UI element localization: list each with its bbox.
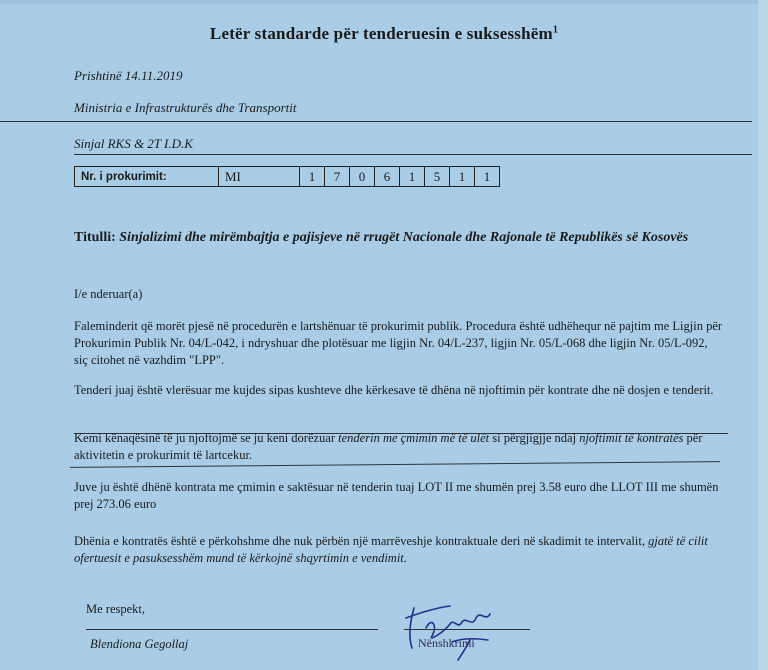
title-footnote: 1 [552, 24, 559, 36]
paragraph-5-part: Dhënia e kontratës është e përkohshme dhe nuk përbën një marrëveshje kontraktuale deri në skadimit te intervalit, [74, 534, 649, 548]
signature-line-left [86, 629, 378, 630]
procurement-digit: 1 [450, 167, 475, 187]
paragraph-3-emphasis: tenderin me çmimin më të ulët [338, 431, 490, 445]
paragraph-3-part: si përgjigjje ndaj [489, 431, 580, 445]
signer-name: Blendiona Gegollaj [90, 637, 189, 651]
procurement-digit: 1 [475, 167, 500, 187]
procurement-code: MI [219, 167, 300, 187]
procurement-label: Nr. i prokurimit: [75, 167, 219, 187]
paragraph-5 [74, 533, 724, 567]
procurement-digit: 7 [325, 167, 350, 187]
scan-right-edge [758, 0, 768, 670]
paragraph-3-part: Kemi kënaqësinë të ju njoftojmë se ju keni dorëzuar [74, 431, 339, 445]
subject-prefix: Titulli: [74, 230, 116, 245]
company-rule [74, 154, 752, 155]
paragraph-1: Faleminderit që morët pjesë në procedurën e lartshënuar të prokurimit publik. Procedura është udhëhequr në pajtim me Ligjin për Prokurimin Publik Nr. 04/L-042, i ndryshuar dhe plotësuar me ligjin Nr. 04/L-237, ligjin Nr. 05/L-068 dhe ligjin Nr. 05/L-092, siç citohet në vazhdim "LPP". [74, 319, 723, 367]
closing-greeting: Me respekt, [86, 602, 146, 616]
paragraph-3-emphasis: njoftimit të kontratës [579, 431, 684, 445]
paragraph-4: Juve ju është dhënë kontrata me çmimin e saktësuar në tenderin tuaj LOT II me shumën prej 3.58 euro dhe LLOT III me shumën prej 273.06 euro [74, 480, 719, 511]
ministry-name: Ministria e Infrastrukturës dhe Transportit [74, 100, 297, 115]
paragraph-5-emphasis: gjatë të cilit ofertuesit e pasuksesshëm mund të kërkojnë shqyrtimin e vendimit. [74, 534, 708, 565]
header-rule [0, 121, 752, 122]
procurement-digit: 6 [375, 167, 400, 187]
paragraph-2: Tenderi juaj është vlerësuar me kujdes sipas kushteve dhe kërkesave të dhëna në njoftimin për kontrate dhe në dosjen e tenderit. [74, 383, 714, 397]
procurement-number-table [74, 166, 500, 187]
paragraph-3-part: për aktivitetin e prokurimit të lartcekur. [74, 431, 703, 462]
place-date: Prishtinë 14.11.2019 [74, 68, 183, 83]
procurement-digit: 0 [350, 167, 375, 187]
company-name: Sinjal RKS & 2T I.D.K [74, 136, 193, 151]
procurement-digit: 1 [400, 167, 425, 187]
scan-top-edge [0, 0, 768, 4]
signature-caption: Nënshkrimi [418, 636, 475, 650]
subject-heading [74, 229, 724, 247]
handwritten-signature-icon [392, 588, 512, 664]
paragraph-3 [74, 430, 724, 464]
letter-title [0, 24, 768, 44]
salutation: I/e nderuar(a) [74, 287, 143, 301]
letter-title-text: Letër standarde për tenderuesin e suksesshëm [209, 24, 553, 43]
procurement-digit: 1 [300, 167, 325, 187]
procurement-digit: 5 [425, 167, 450, 187]
subject-text: Sinjalizimi dhe mirëmbajtja e pajisjeve në rrugët Nacionale dhe Rajonale të Republikës së Kosovës [119, 230, 689, 245]
